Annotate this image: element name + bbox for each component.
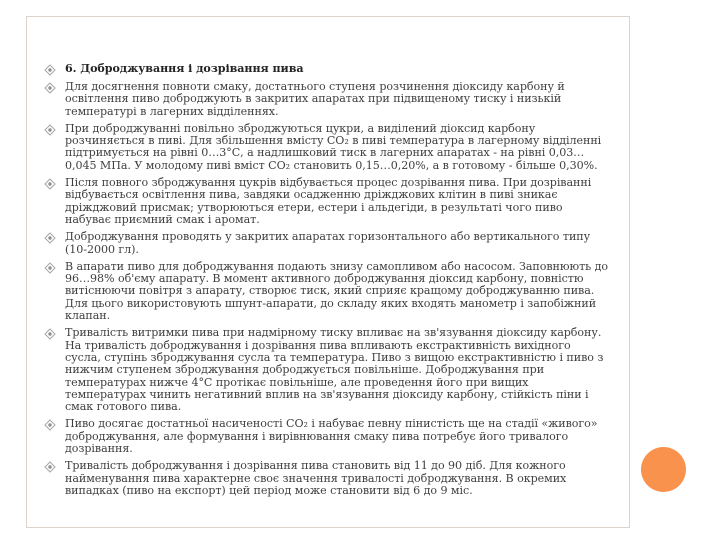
bullet-paragraph: Пиво досягає достатньої насиченості CO₂ і набуває певну пінистість ще на стадії «живого» доброджування, але формування і вирівнювання смаку пива потребує його тривалого дозрівання. [65,417,598,456]
list-item [44,123,626,172]
list-item [44,177,626,226]
diamond-bullet-icon [44,124,56,136]
bullet-paragraph: Тривалість витримки пива при надмірному тиску впливає на зв'язування діоксиду карбону. На тривалість доброджування і дозрівання пива впливають екстрактивність вихідного сусла, ступінь зброджування сусла та температура. Пиво з вищою екстрактивністю і пиво з нижчим ступенем зброджування доброджується повільніше. Доброджування при температурах нижче 4°С протікає повільніше, але проведення його при вищих температурах чинить негативний вплив на зв'язування діоксиду карбону, стійкість піни і смак готового пива. [65,326,604,414]
bullet-paragraph: При доброджуванні повільно зброджуються цукри, а виділений діоксид карбону розчиняється в пиві. Для збільшення вмісту CO₂ в пиві температура в лагерному відділенні підтримується на рівні 0…3°С, а надлишковий тиск в лагерних апаратах - на рівні 0,03…0,045 МПа. У молодому пиві вміст CO₂ становить 0,15…0,20%, а в готовому - більше 0,30%. [65,121,602,172]
list-item [44,81,626,118]
list-item [44,63,626,76]
list-item [44,418,626,455]
diamond-bullet-icon [44,461,56,473]
bullet-paragraph: В апарати пиво для доброджування подають знизу самопливом або насосом. Заповнюють до 96…98% об'єму апарату. В момент активного доброджування діоксид карбону, повністю витіснюючи повітря з апарату, створює тиск, який сприяє кращому доброджуванню пива. Для цього використовують шпунт-апарати, до складу яких входять манометр і запобіжний клапан. [65,259,608,323]
bullet-paragraph: Тривалість доброджування і дозрівання пива становить від 11 до 90 діб. Для кожного найменування пива характерне своє значення тривалості доброджування. В окремих випадках (пиво на експорт) цей період може становити від 6 до 9 міс. [65,459,567,497]
diamond-bullet-icon [44,262,56,274]
list-item [44,231,626,256]
diamond-bullet-icon [44,328,56,340]
diamond-bullet-icon [44,64,56,76]
list-item [44,327,626,413]
diamond-bullet-icon [44,178,56,190]
diamond-bullet-icon [44,419,56,431]
list-item [44,261,626,322]
bullet-paragraph: Для досягнення повноти смаку, достатнього ступеня розчинення діоксиду карбону й освітлення пиво доброджують в закритих апаратах при підвищеному тиску і низькій температурі в лагерних відділеннях. [65,80,565,118]
bullet-list [44,63,626,502]
list-item [44,460,626,497]
diamond-bullet-icon [44,82,56,94]
diamond-bullet-icon [44,232,56,244]
bullet-paragraph: Після повного зброджування цукрів відбувається процес дозрівання пива. При дозріванні відбувається освітлення пива, завдяки осадженню дріжджових клітин в пиві зникає дріжджовий присмак; утворюються етери, естери і альдегіди, в результаті чого пиво набуває приємний смак і аромат. [65,176,592,226]
bullet-paragraph: Доброджування проводять у закритих апаратах горизонтального або вертикального типу (10-2000 гл). [65,230,591,256]
section-heading: 6. Доброджування і дозрівання пива [65,62,304,75]
orange-circle-decoration [641,447,686,492]
